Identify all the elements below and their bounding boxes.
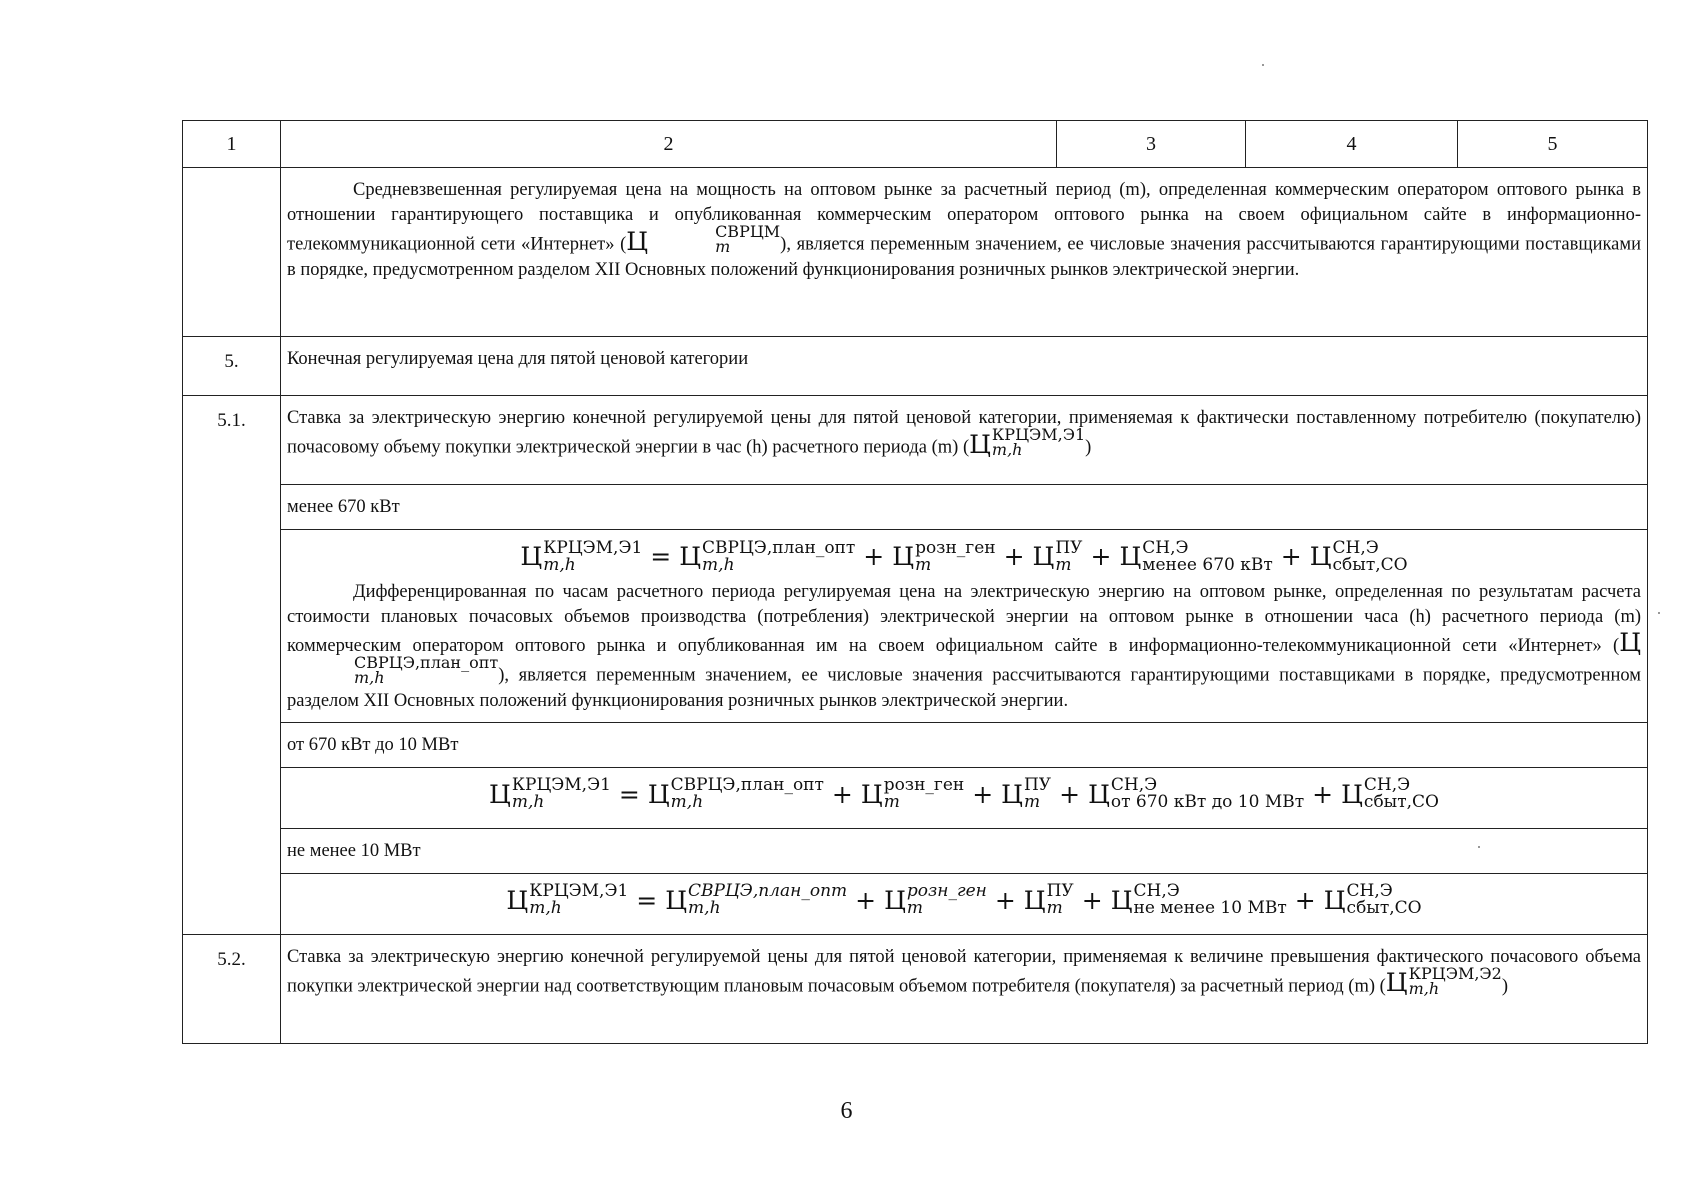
table-row xyxy=(183,767,1648,828)
table-row xyxy=(183,934,1648,1043)
definition-svrtsm: Средневзвешенная регулируемая цена на мощность на оптовом рынке за расчетный период (m), определенная коммерческим оператором оптового рынка в отношении гарантирующего поставщика и опубликованная коммерческим оператором оптового рынка на своем официальном сайте в информационно-телекоммуникационной сети «Интернет» (Ц СВРЦМ m ), является переменным значением, ее числовые значения рассчитываются гарантирующими поставщиками в порядке, предусмотренном разделом XII Основных положений функционирования розничных рынков электрической энергии. xyxy=(281,168,1648,337)
row-number-cell xyxy=(183,168,281,337)
table-row xyxy=(183,828,1648,873)
scan-speck xyxy=(1658,612,1660,614)
column-number-4: 4 xyxy=(1246,121,1458,168)
column-number-2: 2 xyxy=(281,121,1057,168)
subcategory-label: менее 670 кВт xyxy=(281,485,1648,530)
column-number-1: 1 xyxy=(183,121,281,168)
row-text: Ставка за электрическую энергию конечной регулируемой цены для пятой ценовой категории, применяемая к величине превышения фактического почасового объема покупки электрической энергии над соответствующим плановым почасовым объемом потребителя (покупателя) за расчетный период (m) (Ц КРЦЭМ,Э2 m,h ) xyxy=(281,934,1648,1043)
table-row xyxy=(183,485,1648,530)
table-row xyxy=(183,337,1648,396)
formula-less-670: Ц КРЦЭМ,Э1 m,h = Ц СВРЦЭ,план_опт m,h + Ц розн_ген m + Ц ПУ m + Ц СН,Э менее 670 кВт + Ц СН,Э сбыт,СО xyxy=(520,537,1408,575)
table-row xyxy=(183,873,1648,934)
inline-formula: Ц СВРЦЭ,план_опт m,h xyxy=(354,627,1641,687)
inline-formula: Ц КРЦЭМ,Э1 m,h xyxy=(969,425,1086,459)
scan-speck xyxy=(1262,64,1264,66)
tariff-table xyxy=(182,120,1648,1044)
column-number-3: 3 xyxy=(1057,121,1246,168)
formula-cell xyxy=(281,530,1648,723)
row-number: 5. xyxy=(183,337,281,396)
subcategory-label: от 670 кВт до 10 МВт xyxy=(281,722,1648,767)
subcategory-label: не менее 10 МВт xyxy=(281,828,1648,873)
inline-formula: Ц КРЦЭМ,Э2 m,h xyxy=(1385,963,1502,998)
table-header-row xyxy=(183,121,1648,168)
table-row xyxy=(183,530,1648,723)
table-row xyxy=(183,722,1648,767)
column-number-5: 5 xyxy=(1458,121,1648,168)
inline-formula: Ц СВРЦМ m xyxy=(626,222,781,256)
row-text: Ставка за электрическую энергию конечной регулируемой цены для пятой ценовой категории, применяемая к фактически поставленному потребителю (покупателю) почасовому объему покупки электрической энергии в час (h) расчетного периода (m) (Ц КРЦЭМ,Э1 m,h ) xyxy=(281,396,1648,485)
table-row xyxy=(183,168,1648,337)
row-number: 5.1. xyxy=(183,396,281,935)
page-number: 6 xyxy=(840,1098,853,1124)
row-number: 5.2. xyxy=(183,934,281,1043)
formula-10-plus: Ц КРЦЭМ,Э1 m,h = Ц СВРЦЭ,план_опт m,h + Ц розн_ген m + Ц ПУ m + Ц СН,Э не менее 10 МВт + Ц СН,Э сбыт,СО xyxy=(281,873,1648,934)
formula-670-to-10: Ц КРЦЭМ,Э1 m,h = Ц СВРЦЭ,план_опт m,h + Ц розн_ген m + Ц ПУ m + Ц СН,Э от 670 кВт до 10 МВт + Ц СН,Э сбыт,СО xyxy=(281,767,1648,828)
row-text: Конечная регулируемая цена для пятой ценовой категории xyxy=(281,337,1648,396)
table-row xyxy=(183,396,1648,485)
definition-svrtse: Дифференцированная по часам расчетного периода регулируемая цена на электрическую энергию на оптовом рынке, определенная по результатам расчета стоимости плановых почасовых объемов производства (потребления) электрической энергии на оптовом рынке в отношении часа (h) расчетного периода (m) коммерческим оператором оптового рынка и опубликованная им на своем официальном сайте в информационно-телекоммуникационной сети «Интернет» (Ц СВРЦЭ,план_опт m,h ), является переменным значением, ее числовые значения рассчитываются гарантирующими поставщиками в порядке, предусмотренном разделом XII Основных положений функционирования розничных рынков электрической энергии. xyxy=(287,581,1641,711)
